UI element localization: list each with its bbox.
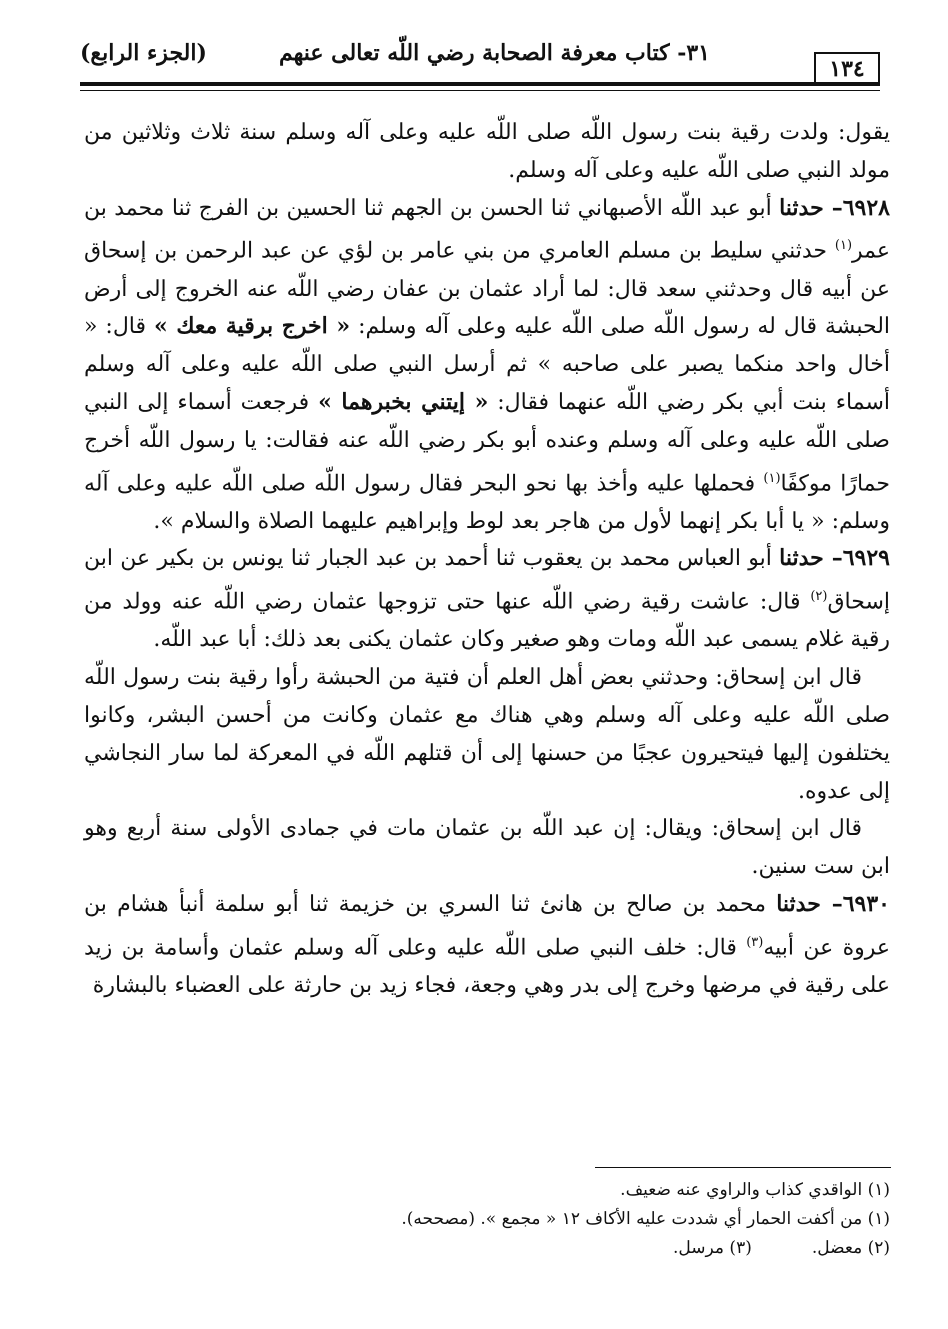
hadith-text: محمد بن صالح بن هانئ ثنا السري بن خزيمة ثنا أبو سلمة أنبأ هشام بن عروة عن أبيه: [84, 891, 890, 961]
main-text: [84, 114, 890, 1005]
footnote-3b: (٣) مرسل.: [673, 1238, 752, 1258]
hadith-text: قال: عاشت رقية رضي اللّه عنها حتى تزوجها عثمان رضي اللّه عنه وولد من رقية غلام يسمى عبد اللّه ومات وهو صغير وكان عثمان يكنى بعد ذلك: أبا عبد اللّه.: [84, 589, 890, 653]
hadith-6928: ٦٩٢٨– حدثنا أبو عبد اللّه الأصبهاني ثنا الحسن بن الجهم ثنا الحسين بن الفرج ثنا محمد بن عمر$^{(١)}$ حدثني سليط بن مسلم العامري من بني عامر بن لؤي عن عبد الرحمن بن إسحاق عن أبيه قال وحدثني سعد قال: لما أراد عثمان بن عفان رضي اللّه عنه الخروج إلى أرض الحبشة قال له رسول اللّه صلى اللّه عليه وعلى آله وسلم: « اخرج برقية معك » قال: « أخال واحد منكما يصبر على صاحبه » ثم أرسل النبي صلى اللّه عليه وعلى آله وسلم أسماء بنت أبي بكر رضي اللّه عنهما فقال: « إيتني بخبرهما » فرجعت أسماء إلى النبي صلى اللّه عليه وعلى آله وسلم وعنده أبو بكر رضي اللّه عنه فقالت: يا رسول اللّه أخرج حمارًا موكفًا$^{(١)}$ فحملها عليه وأخذ بها نحو البحر فقال رسول اللّه صلى اللّه عليه وعلى آله وسلم: « يا أبا بكر إنهما لأول من هاجر بعد لوط وإبراهيم عليهما الصلاة والسلام ».: [84, 194, 891, 534]
header-rule-thick: [80, 82, 880, 86]
running-title: ٣١- كتاب معرفة الصحابة رضي اللّه تعالى عنهم: [278, 40, 710, 66]
hadith-text: حدثني سليط بن مسلم العامري من بني عامر بن لؤي عن عبد الرحمن بن إسحاق عن أبيه قال وحدثني سعد قال: لما أراد عثمان بن عفان رضي اللّه عنه الخروج إلى أرض الحبشة قال له رسول اللّه صلى اللّه عليه وعلى آله وسلم:: [84, 238, 891, 340]
footnotes: [84, 1176, 890, 1263]
hadith-number: ٦٩٢٨: [842, 194, 890, 221]
hadith-6929: ٦٩٢٩– حدثنا أبو العباس محمد بن يعقوب ثنا أحمد بن عبد الجبار ثنا يونس بن بكير عن ابن إسحاق$^{(٢)}$ قال: عاشت رقية رضي اللّه عنها حتى تزوجها عثمان رضي اللّه عنه وولد من رقية غلام يسمى عبد اللّه ومات وهو صغير وكان عثمان يكنى بعد ذلك: أبا عبد اللّه.: [84, 545, 890, 653]
hadith-6930: ٦٩٣٠– حدثنا محمد بن صالح بن هانئ ثنا السري بن خزيمة ثنا أبو سلمة أنبأ هشام بن عروة عن أبيه$^{(٣)}$ قال: خلف النبي صلى اللّه عليه وعلى آله وسلم عثمان وأسامة بن زيد على رقية في مرضها وخرج إلى بدر وهي وجعة، فجاء زيد بن حارثة على العضباء بالبشارة: [84, 890, 890, 998]
page-header: [80, 36, 880, 84]
footnote-2: (١) من أكفت الحمار أي شددت عليه الأكاف ١٢ « مجمع ». (مصححه).: [401, 1209, 890, 1229]
paragraph-ibn-ishaq-1: قال ابن إسحاق: وحدثني بعض أهل العلم أن فتية من الحبشة رأوا رقية بنت رسول اللّه صلى اللّه عليه وعلى آله وسلم وهي هناك مع عثمان وكانت من أحسن البشر، وكانوا يختلفون إليها فيتحيرون عجبًا من حسنها إلى أن قتلهم اللّه في المعركة لما سار النجاشي إلى عدوه.: [84, 665, 890, 804]
footnote-ref: (١): [834, 238, 853, 254]
hadith-quote: « إيتني بخبرهما »: [318, 388, 489, 415]
hadith-text: قال: خلف النبي صلى اللّه عليه وعلى آله وسلم عثمان وأسامة بن زيد على رقية في مرضها وخرج إلى بدر وهي وجعة، فجاء زيد بن حارثة على العضباء بالبشارة: [84, 935, 890, 998]
hadith-lead: حدثنا: [779, 545, 824, 572]
footnote-ref: (٢): [810, 589, 828, 605]
hadith-text: أبو العباس محمد بن يعقوب ثنا أحمد بن عبد الجبار ثنا يونس بن بكير عن ابن إسحاق: [84, 546, 890, 615]
hadith-text: أبو عبد اللّه الأصبهاني ثنا الحسن بن الجهم ثنا الحسين بن الفرج ثنا محمد بن عمر: [84, 195, 890, 264]
header-rule-thin: [80, 90, 880, 91]
hadith-text: قال: « أخال واحد منكما يصبر على صاحبه » ثم أرسل النبي صلى اللّه عليه وعلى آله وسلم أسماء بنت أبي بكر رضي اللّه عنهما فقال:: [84, 314, 891, 415]
paragraph-ibn-ishaq-2: قال ابن إسحاق: ويقال: إن عبد اللّه بن عثمان مات في جمادى الأولى سنة أربع وهو ابن ست سنين.: [84, 816, 890, 880]
hadith-number: ٦٩٣٠: [842, 890, 890, 917]
footnote-1: (١) الواقدي كذاب والراوي عنه ضعيف.: [620, 1180, 890, 1200]
footnote-ref: (٣): [746, 934, 764, 950]
hadith-text: فرجعت أسماء إلى النبي صلى اللّه عليه وعلى آله وسلم وعنده أبو بكر رضي اللّه عنه فقالت: يا رسول اللّه أخرج حمارًا موكفًا: [84, 389, 890, 496]
hadith-quote: « اخرج برقية معك »: [153, 313, 351, 340]
hadith-lead: حدثنا: [776, 890, 821, 917]
paragraph-intro: يقول: ولدت رقية بنت رسول اللّه صلى اللّه عليه وعلى آله وسلم سنة ثلاث وثلاثين من مولد النبي صلى اللّه عليه وعلى آله وسلم.: [84, 120, 890, 183]
footnote-3: [84, 1234, 890, 1263]
hadith-number: ٦٩٢٩: [842, 545, 890, 572]
footnote-separator: [595, 1167, 891, 1168]
hadith-lead: حدثنا: [779, 194, 824, 221]
page-number: ١٣٤: [814, 52, 880, 84]
footnote-ref: (١): [763, 470, 781, 486]
hadith-text: فحملها عليه وأخذ بها نحو البحر فقال رسول اللّه صلى اللّه عليه وعلى آله وسلم: « يا أبا بكر إنهما لأول من هاجر بعد لوط وإبراهيم عليهما الصلاة والسلام ».: [84, 470, 890, 534]
footnote-3a: (٢) معضل.: [811, 1238, 890, 1258]
volume-label: (الجزء الرابع): [80, 40, 207, 66]
